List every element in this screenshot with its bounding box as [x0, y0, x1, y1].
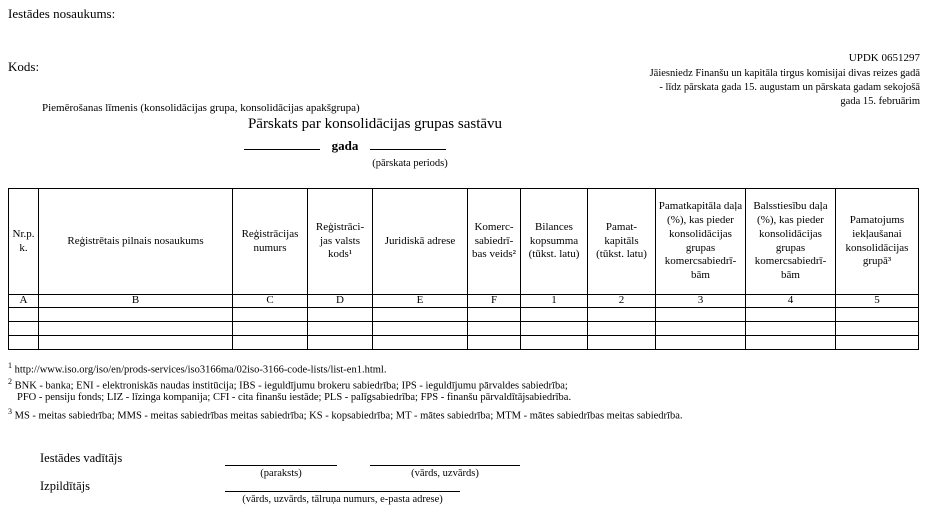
- col-letter-a: A: [9, 295, 39, 308]
- col-header-share-capital: Pamat-kapitāls (tūkst. latu): [588, 189, 656, 295]
- signature-line[interactable]: [225, 451, 337, 466]
- table-row: [9, 335, 919, 349]
- footnote-1: [8, 361, 386, 376]
- institution-name-label: Iestādes nosaukums:: [8, 6, 116, 21]
- head-name-line[interactable]: [370, 451, 520, 466]
- table-cell[interactable]: [39, 321, 233, 335]
- table-cell[interactable]: [746, 307, 836, 321]
- period-blank-start[interactable]: [244, 137, 320, 150]
- table-cell[interactable]: [588, 321, 656, 335]
- table-cell[interactable]: [468, 321, 521, 335]
- col-header-full-name: Reģistrētais pilnais nosaukums: [39, 189, 233, 295]
- form-code: UPDK 0651297: [848, 52, 920, 64]
- col-header-country-code: Reģistrāci-jas valsts kods¹: [308, 189, 373, 295]
- table-cell[interactable]: [39, 335, 233, 349]
- col-letter-3: 3: [656, 295, 746, 308]
- table-cell[interactable]: [39, 307, 233, 321]
- table-cell[interactable]: [9, 335, 39, 349]
- table-cell[interactable]: [521, 307, 588, 321]
- executor-label: Izpildītājs: [40, 479, 90, 493]
- submission-note-line-1: Jāiesniedz Finanšu un kapitāla tirgus komisijai divas reizes gadā: [649, 68, 920, 79]
- period-caption: (pārskata periods): [372, 158, 448, 169]
- table-cell[interactable]: [373, 321, 468, 335]
- footnote-2-line-1: [8, 377, 568, 392]
- col-letter-4: 4: [746, 295, 836, 308]
- col-header-capital-share: Pamatkapitāla daļa (%), kas pieder konsolidācijas grupas komercsabiedrī-bām: [656, 189, 746, 295]
- table-header-row: [9, 189, 919, 295]
- table-letter-row: [9, 295, 919, 308]
- head-name-caption: (vārds, uzvārds): [411, 468, 479, 479]
- table-row: [9, 321, 919, 335]
- submission-note-line-2: - līdz pārskata gada 15. augustam un pārskata gadam sekojošā: [659, 82, 920, 94]
- signature-caption: (paraksts): [260, 468, 302, 479]
- footnote-2-line-2: [17, 392, 571, 403]
- col-header-voting-share: Balsstiesību daļa (%), kas pieder konsolidācijas grupas komercsabiedrī-bām: [746, 189, 836, 295]
- table-cell[interactable]: [9, 321, 39, 335]
- footnote-1-marker: 1: [8, 361, 12, 370]
- period-line: [0, 137, 690, 154]
- col-letter-5: 5: [836, 295, 919, 308]
- table-cell[interactable]: [308, 335, 373, 349]
- table-cell[interactable]: [468, 307, 521, 321]
- footnote-2-text-1: BNK - banka; ENI - elektroniskās naudas institūcija; IBS - ieguldījumu brokeru sabiedrība; IPS - ieguldījumu pārvaldes sabiedrība;: [12, 380, 568, 392]
- footnote-2-text-2: PFO - pensiju fonds; LIZ - līzinga kompanija; CFI - cita finanšu iestāde; PLS - palīgsabiedrība; FPS - finanšu pārvaldītājsabiedrība.: [17, 392, 572, 403]
- footnote-3-text: MS - meitas sabiedrība; MMS - meitas sabiedrības meitas sabiedrība; KS - kopsabiedrība; MT - mātes sabiedrība; MTM - mātes sabiedrības meitas sabiedrība.: [12, 410, 683, 422]
- table-cell[interactable]: [468, 335, 521, 349]
- col-letter-1: 1: [521, 295, 588, 308]
- executor-caption: (vārds, uzvārds, tālruņa numurs, e-pasta adrese): [242, 494, 443, 505]
- table-cell[interactable]: [233, 321, 308, 335]
- gada-label: gada: [331, 138, 359, 153]
- footnote-3-marker: 3: [8, 407, 12, 416]
- col-letter-f: F: [468, 295, 521, 308]
- table-cell[interactable]: [656, 335, 746, 349]
- col-letter-c: C: [233, 295, 308, 308]
- table-cell[interactable]: [308, 307, 373, 321]
- col-letter-e: E: [373, 295, 468, 308]
- head-of-institution-label: Iestādes vadītājs: [40, 451, 123, 465]
- col-header-inclusion-basis: Pamatojums iekļaušanai konsolidācijas grupā³: [836, 189, 919, 295]
- table-cell[interactable]: [521, 321, 588, 335]
- table-cell[interactable]: [233, 307, 308, 321]
- col-header-company-type: Komerc-sabiedrī-bas veids²: [468, 189, 521, 295]
- application-level-label: Piemērošanas līmenis (konsolidācijas grupa, konsolidācijas apakšgrupa): [42, 102, 360, 114]
- code-label: Kods:: [8, 59, 40, 74]
- table-cell[interactable]: [588, 335, 656, 349]
- table-row: [9, 307, 919, 321]
- executor-line[interactable]: [225, 477, 460, 492]
- period-blank-end[interactable]: [370, 137, 446, 150]
- table-cell[interactable]: [656, 307, 746, 321]
- table-cell[interactable]: [836, 335, 919, 349]
- submission-note: [650, 67, 920, 109]
- table-cell[interactable]: [233, 335, 308, 349]
- col-header-legal-address: Juridiskā adrese: [373, 189, 468, 295]
- col-letter-2: 2: [588, 295, 656, 308]
- table-cell[interactable]: [9, 307, 39, 321]
- col-header-nr: Nr.p. k.: [9, 189, 39, 295]
- table-cell[interactable]: [308, 321, 373, 335]
- col-header-reg-number: Reģistrācijas numurs: [233, 189, 308, 295]
- consolidation-group-table: [8, 188, 919, 350]
- col-header-balance-total: Bilances kopsumma (tūkst. latu): [521, 189, 588, 295]
- col-letter-d: D: [308, 295, 373, 308]
- form-title: Pārskats par konsolidācijas grupas sastāvu: [247, 116, 503, 132]
- col-letter-b: B: [39, 295, 233, 308]
- table-cell[interactable]: [746, 335, 836, 349]
- footnote-1-text: http://www.iso.org/iso/en/prods-services/iso3166ma/02iso-3166-code-lists/list-en1.html.: [12, 364, 387, 376]
- table-cell[interactable]: [373, 335, 468, 349]
- table-cell[interactable]: [521, 335, 588, 349]
- footnote-3: [8, 407, 683, 422]
- table-cell[interactable]: [656, 321, 746, 335]
- table-cell[interactable]: [836, 321, 919, 335]
- footnote-2-marker: 2: [8, 377, 12, 386]
- table-cell[interactable]: [746, 321, 836, 335]
- submission-note-line-3: gada 15. februārim: [840, 96, 920, 108]
- table-cell[interactable]: [373, 307, 468, 321]
- table-cell[interactable]: [588, 307, 656, 321]
- table-cell[interactable]: [836, 307, 919, 321]
